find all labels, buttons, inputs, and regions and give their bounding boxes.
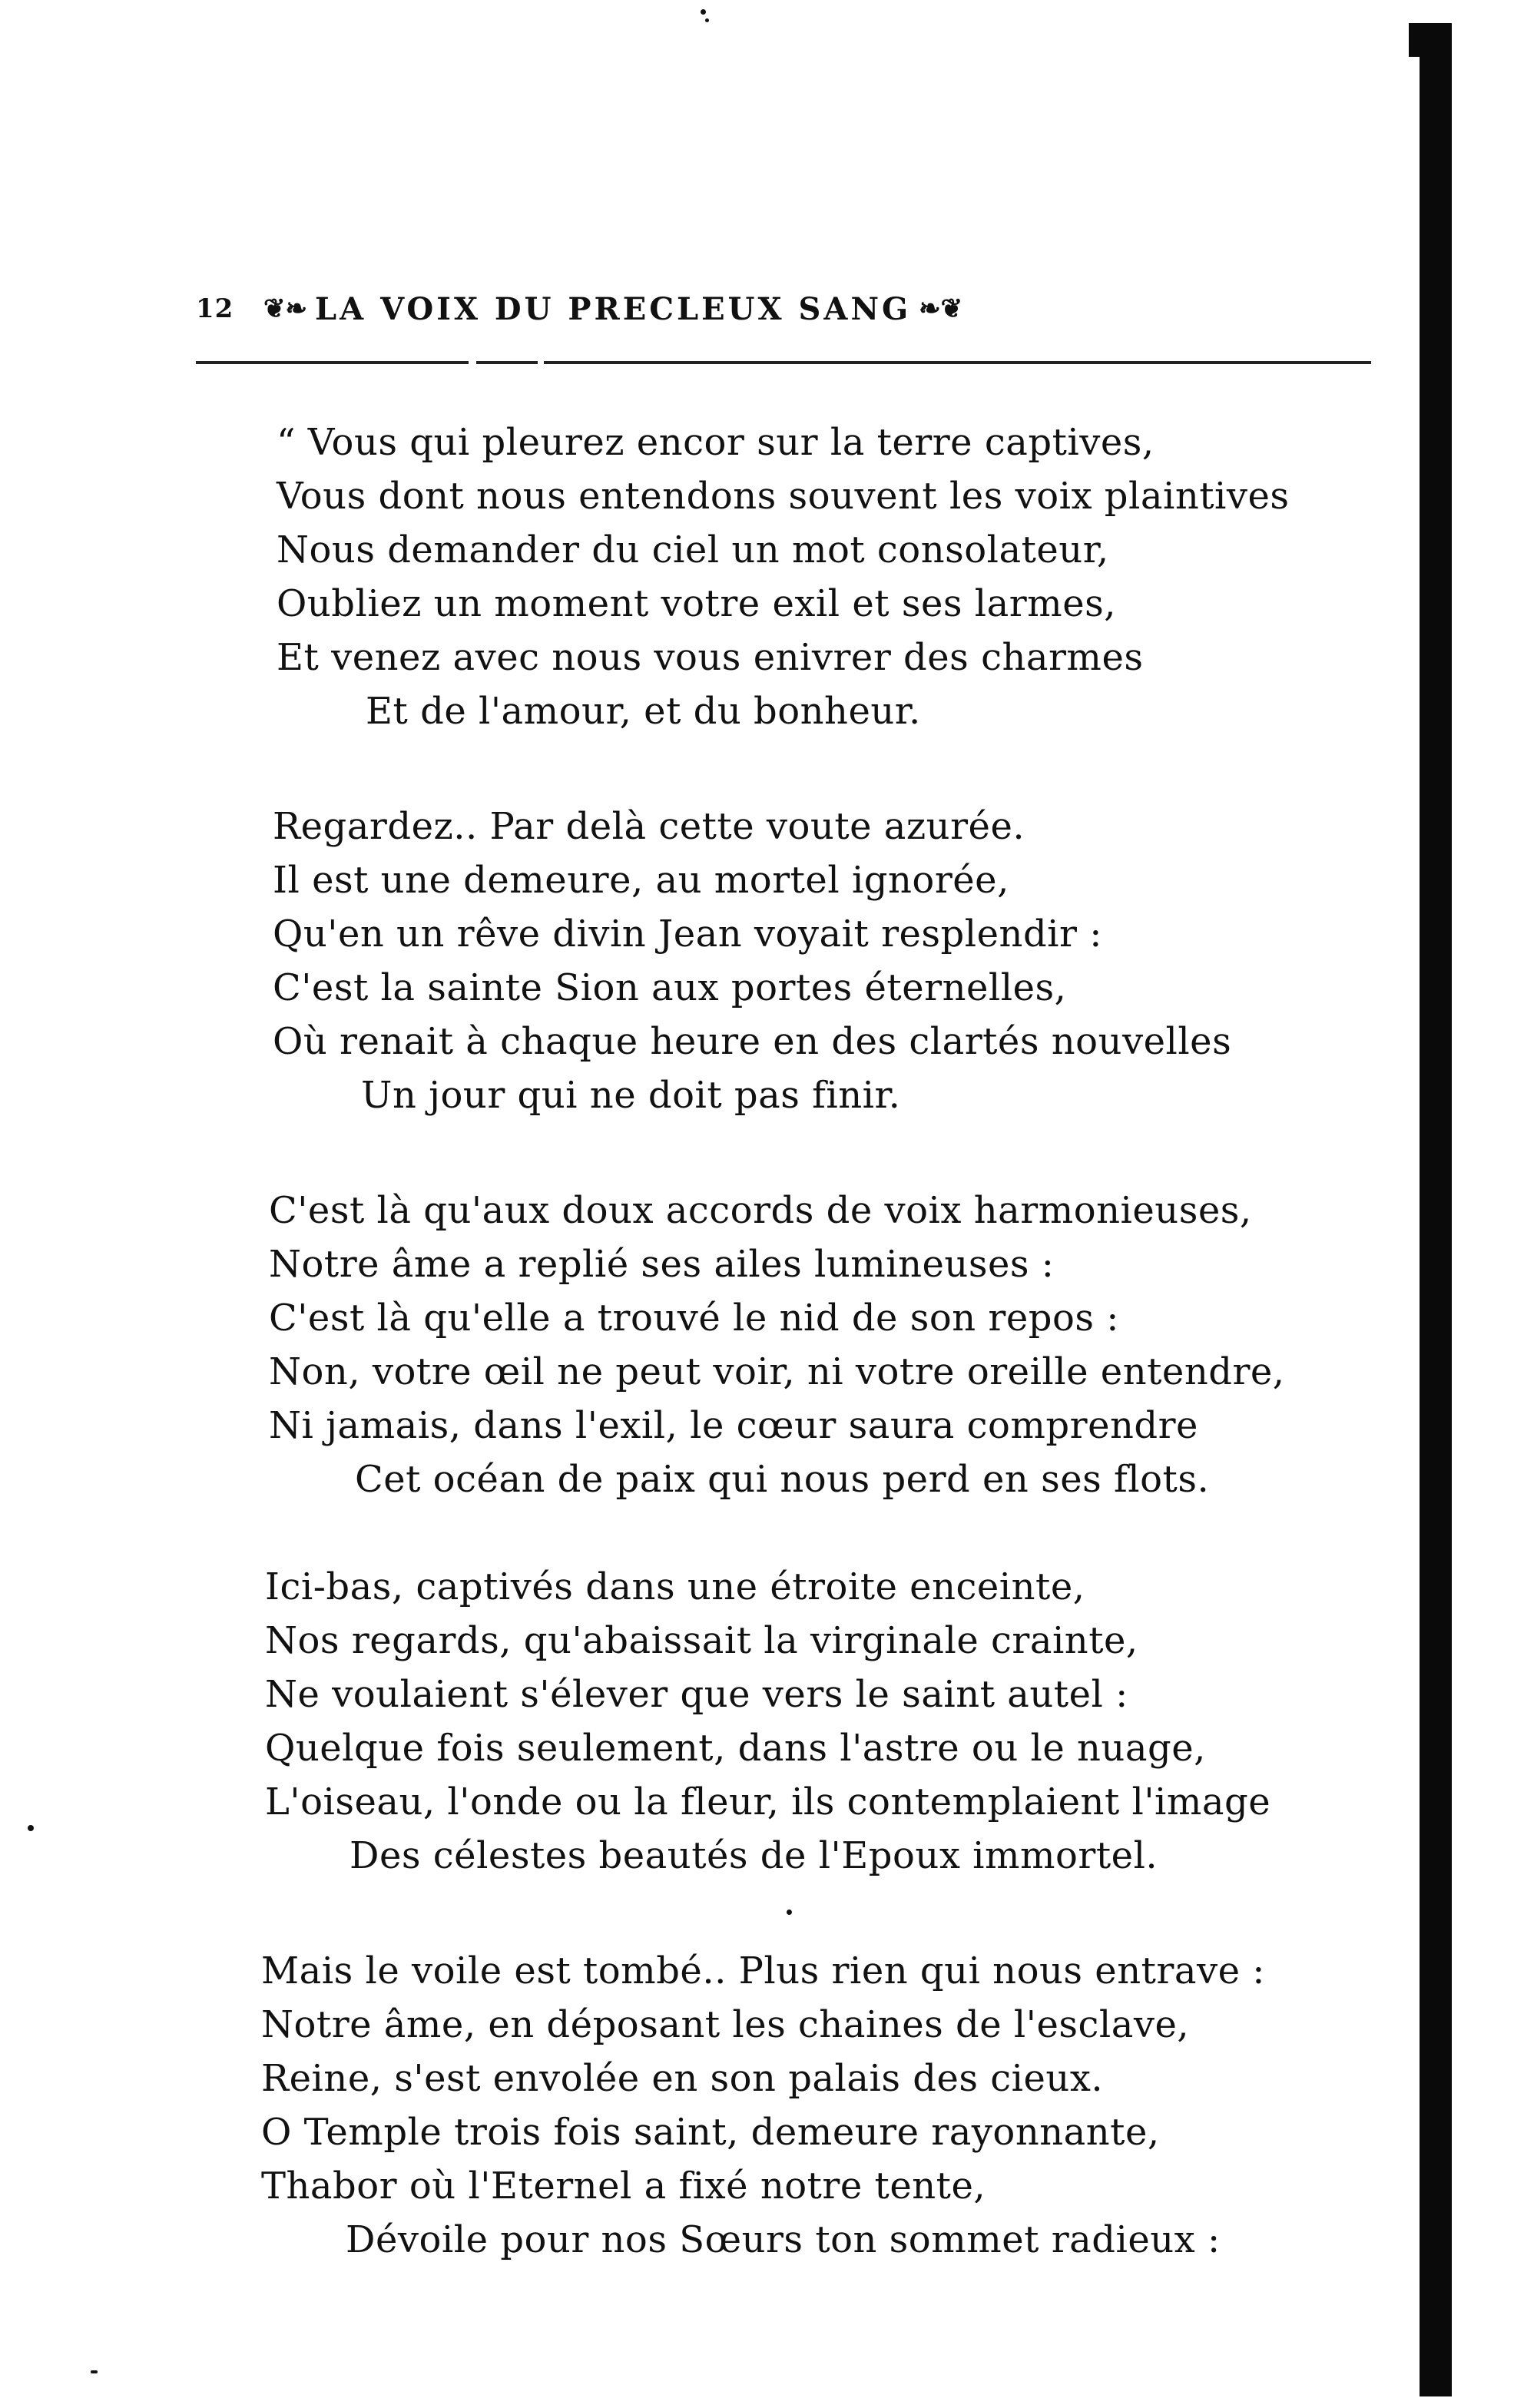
verse-line: Nous demander du ciel un mot consolateur, xyxy=(277,528,1109,571)
verse-line: “ Vous qui pleurez encor sur la terre captives, xyxy=(277,421,1155,464)
verse-line: O Temple trois fois saint, demeure rayonnante, xyxy=(261,2111,1160,2154)
running-title: LA VOIX DU PRECLEUX SANG xyxy=(314,290,912,327)
ornament-left-icon: ❦❧ xyxy=(263,293,307,324)
verse-line: Un jour qui ne doit pas finir. xyxy=(361,1074,901,1117)
verse-line: Reine, s'est envolée en son palais des cieux. xyxy=(261,2057,1104,2100)
verse-line: Oubliez un moment votre exil et ses larmes, xyxy=(277,582,1116,625)
verse-line: Vous dont nous entendons souvent les voix plaintives xyxy=(277,475,1290,518)
verse-line: C'est la sainte Sion aux portes éternelles, xyxy=(273,966,1067,1009)
running-header xyxy=(196,286,1348,332)
page-edge-notch xyxy=(1409,23,1421,57)
page-number: 12 xyxy=(196,293,234,324)
verse-line: Quelque fois seulement, dans l'astre ou le nuage, xyxy=(265,1727,1206,1770)
header-rule-break-2 xyxy=(538,358,544,366)
verse-line: Il est une demeure, au mortel ignorée, xyxy=(273,859,1009,902)
scan-speck-bottom xyxy=(91,2370,98,2373)
verse-line: Et venez avec nous vous enivrer des charmes xyxy=(277,636,1144,679)
verse-line: C'est là qu'elle a trouvé le nid de son repos : xyxy=(269,1297,1119,1340)
verse-line: L'oiseau, l'onde ou la fleur, ils contemplaient l'image xyxy=(265,1780,1271,1823)
verse-line: Ici-bas, captivés dans une étroite enceinte, xyxy=(265,1565,1085,1608)
verse-line: Qu'en un rêve divin Jean voyait resplendir : xyxy=(273,913,1102,956)
scan-speck-top xyxy=(701,9,706,15)
verse-line: C'est là qu'aux doux accords de voix harmonieuses, xyxy=(269,1189,1252,1232)
scan-speck-center xyxy=(787,1910,792,1915)
verse-line: Ni jamais, dans l'exil, le cœur saura comprendre xyxy=(269,1404,1198,1447)
verse-line: Dévoile pour nos Sœurs ton sommet radieux : xyxy=(346,2218,1221,2261)
header-rule-break xyxy=(469,358,476,366)
verse-line: Regardez.. Par delà cette voute azurée. xyxy=(273,805,1025,848)
verse-line: Notre âme, en déposant les chaines de l'esclave, xyxy=(261,2003,1190,2046)
verse-line: Notre âme a replié ses ailes lumineuses : xyxy=(269,1243,1055,1286)
verse-line: Thabor où l'Eternel a fixé notre tente, xyxy=(261,2165,986,2208)
scan-speck-left xyxy=(28,1825,34,1831)
verse-line: Ne voulaient s'élever que vers le saint autel : xyxy=(265,1673,1128,1716)
verse-line: Nos regards, qu'abaissait la virginale crainte, xyxy=(265,1619,1138,1662)
page-edge-shadow xyxy=(1420,23,1452,2396)
verse-line: Mais le voile est tombé.. Plus rien qui nous entrave : xyxy=(261,1949,1265,1992)
header-rule xyxy=(196,361,1371,364)
ornament-right-icon: ❧❦ xyxy=(919,293,963,324)
verse-line: Non, votre œil ne peut voir, ni votre oreille entendre, xyxy=(269,1350,1285,1393)
verse-line: Et de l'amour, et du bonheur. xyxy=(366,690,921,733)
verse-line: Cet océan de paix qui nous perd en ses flots. xyxy=(355,1458,1210,1501)
verse-line: Des célestes beautés de l'Epoux immortel. xyxy=(350,1834,1158,1877)
scan-speck-top-2 xyxy=(705,18,709,22)
verse-line: Où renait à chaque heure en des clartés nouvelles xyxy=(273,1020,1232,1063)
